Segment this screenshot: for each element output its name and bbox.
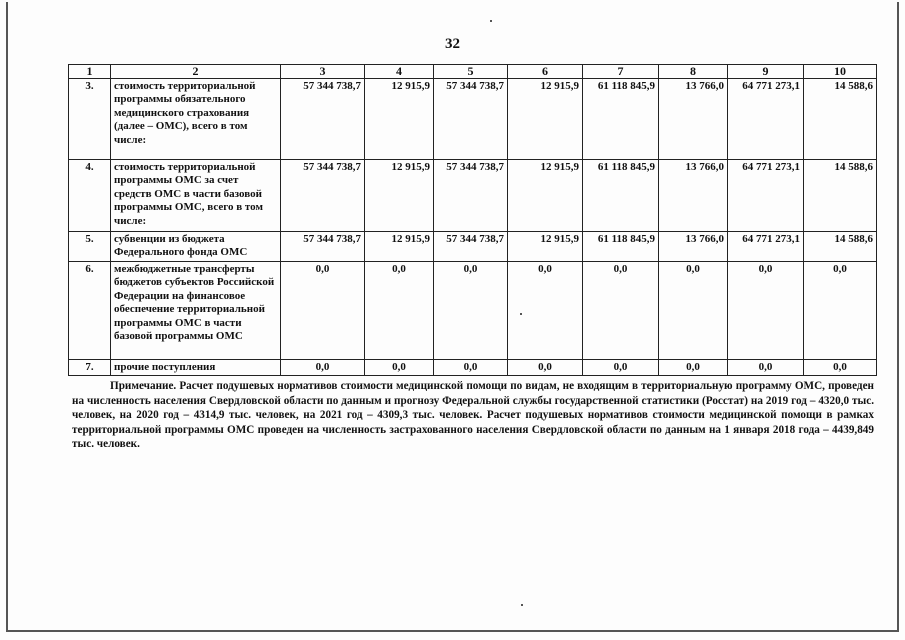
table-row [69, 160, 877, 232]
row-number: 5. [69, 232, 111, 262]
value-cell: 57 344 738,7 [434, 160, 508, 232]
scan-speck [520, 313, 522, 315]
row-label: прочие поступления [111, 360, 281, 376]
value-cell: 12 915,9 [365, 160, 434, 232]
scan-speck [521, 604, 523, 606]
header-cell: 3 [281, 65, 365, 79]
value-cell: 14 588,6 [804, 232, 877, 262]
header-cell: 2 [111, 65, 281, 79]
value-cell: 0,0 [281, 360, 365, 376]
value-cell: 0,0 [583, 360, 659, 376]
header-cell: 6 [508, 65, 583, 79]
row-label: стоимость территориальной программы обязательного медицинского страхования (далее – ОМС), всего в том числе: [111, 79, 281, 160]
table-row [69, 79, 877, 160]
value-cell: 0,0 [659, 262, 728, 360]
header-cell: 5 [434, 65, 508, 79]
header-cell: 4 [365, 65, 434, 79]
value-cell: 0,0 [434, 360, 508, 376]
value-cell: 12 915,9 [508, 160, 583, 232]
value-cell: 0,0 [728, 262, 804, 360]
value-cell: 12 915,9 [365, 79, 434, 160]
row-number: 7. [69, 360, 111, 376]
value-cell: 0,0 [508, 360, 583, 376]
table-row [69, 232, 877, 262]
row-number: 6. [69, 262, 111, 360]
value-cell: 0,0 [583, 262, 659, 360]
value-cell: 0,0 [728, 360, 804, 376]
value-cell: 13 766,0 [659, 79, 728, 160]
row-label: межбюджетные трансферты бюджетов субъектов Российской Федерации на финансовое обеспечение территориальной программы ОМС в части базовой программы ОМС [111, 262, 281, 360]
header-cell: 9 [728, 65, 804, 79]
value-cell: 0,0 [434, 262, 508, 360]
value-cell: 57 344 738,7 [434, 79, 508, 160]
value-cell: 0,0 [659, 360, 728, 376]
value-cell: 14 588,6 [804, 160, 877, 232]
value-cell: 64 771 273,1 [728, 79, 804, 160]
value-cell: 64 771 273,1 [728, 160, 804, 232]
header-cell: 10 [804, 65, 877, 79]
value-cell: 0,0 [365, 262, 434, 360]
value-cell: 61 118 845,9 [583, 160, 659, 232]
value-cell: 14 588,6 [804, 79, 877, 160]
table-row [69, 360, 877, 376]
header-cell: 7 [583, 65, 659, 79]
value-cell: 57 344 738,7 [281, 232, 365, 262]
value-cell: 64 771 273,1 [728, 232, 804, 262]
value-cell: 0,0 [804, 360, 877, 376]
table-row [69, 262, 877, 360]
value-cell: 12 915,9 [508, 79, 583, 160]
value-cell: 0,0 [365, 360, 434, 376]
value-cell: 0,0 [281, 262, 365, 360]
header-cell: 8 [659, 65, 728, 79]
value-cell: 13 766,0 [659, 160, 728, 232]
row-label: субвенции из бюджета Федерального фонда ОМС [111, 232, 281, 262]
value-cell: 61 118 845,9 [583, 79, 659, 160]
table-header-row [69, 65, 877, 79]
row-label: стоимость территориальной программы ОМС за счет средств ОМС в части базовой программы ОМС, всего в том числе: [111, 160, 281, 232]
value-cell: 12 915,9 [508, 232, 583, 262]
scan-speck [490, 20, 492, 22]
value-cell: 13 766,0 [659, 232, 728, 262]
value-cell: 12 915,9 [365, 232, 434, 262]
page-number: 32 [445, 36, 460, 52]
value-cell: 57 344 738,7 [434, 232, 508, 262]
row-number: 4. [69, 160, 111, 232]
value-cell: 0,0 [508, 262, 583, 360]
value-cell: 57 344 738,7 [281, 160, 365, 232]
row-number: 3. [69, 79, 111, 160]
footnote-paragraph: Примечание. Расчет подушевых нормативов стоимости медицинской помощи по видам, не входящим в территориальную программу ОМС, проведен на численность населения Свердловской области по данным и прогнозу Федеральной службы государственной статистики (Росстат) на 2019 год – 4320,0 тыс. человек, на 2020 год – 4314,9 тыс. человек, на 2021 год – 4309,3 тыс. человек. Расчет подушевых нормативов стоимости медицинской помощи в рамках территориальной программы ОМС проведен на численность застрахованного населения Свердловской области по данным на 1 января 2018 года – 4439,849 тыс. человек. [72, 380, 874, 451]
value-cell: 0,0 [804, 262, 877, 360]
value-cell: 61 118 845,9 [583, 232, 659, 262]
financing-table [68, 64, 877, 376]
header-cell: 1 [69, 65, 111, 79]
value-cell: 57 344 738,7 [281, 79, 365, 160]
